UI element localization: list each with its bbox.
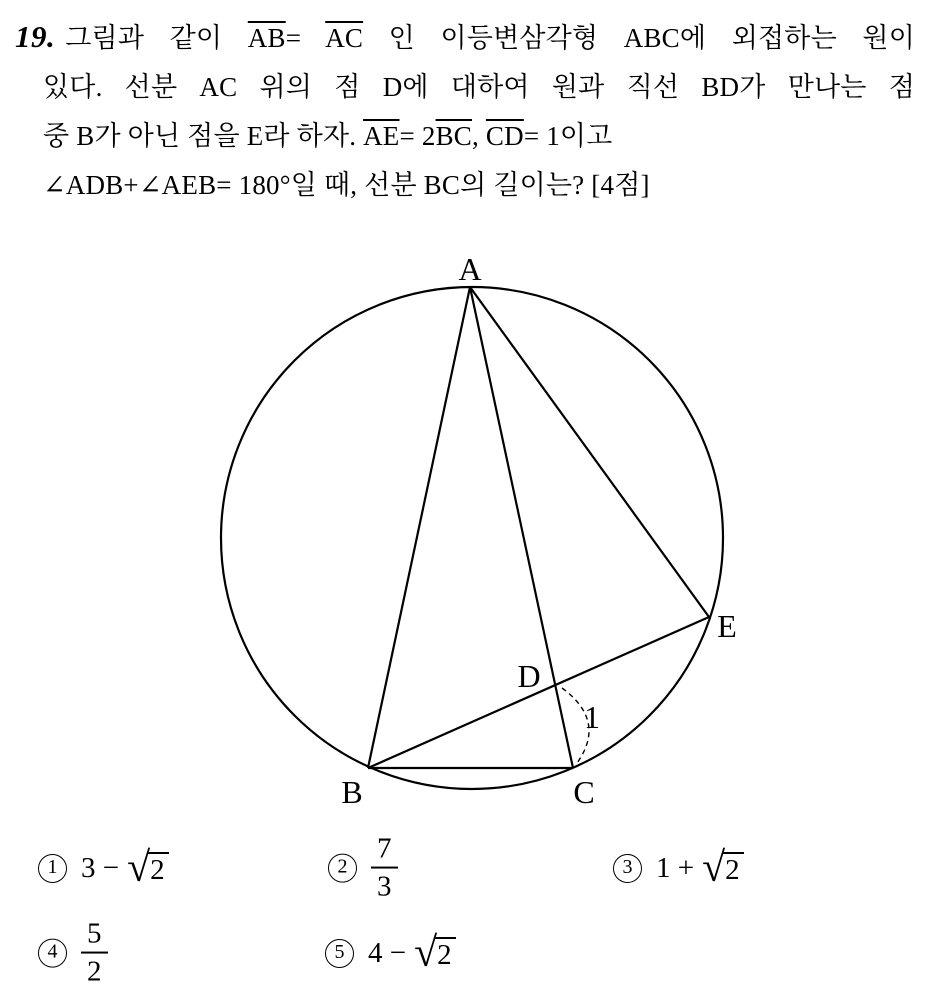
problem-text: = 1이고 bbox=[523, 121, 613, 151]
radical-sign-icon: √ bbox=[702, 845, 726, 891]
fraction-expression bbox=[371, 834, 398, 903]
sqrt-expression bbox=[414, 930, 456, 976]
problem-statement bbox=[15, 12, 915, 210]
geometry-figure bbox=[0, 235, 927, 815]
problem-line-2: 있다. 선분 AC 위의 점 D에 대하여 원과 직선 BD가 만나는 점 bbox=[43, 72, 915, 102]
answer-choice-2 bbox=[328, 834, 398, 903]
answer-choice-5 bbox=[325, 930, 456, 976]
problem-line-1 bbox=[15, 12, 915, 63]
point-label-A: A bbox=[458, 251, 482, 287]
segment-AB bbox=[368, 287, 470, 768]
radical-sign-icon: √ bbox=[414, 930, 438, 976]
problem-line-3 bbox=[15, 112, 915, 161]
radicand: 2 bbox=[435, 937, 456, 970]
point-label-D: D bbox=[517, 658, 541, 694]
fraction-denominator: 2 bbox=[81, 952, 108, 987]
choice-1-expression: 3 − bbox=[81, 851, 120, 884]
overline-segment-AB: $\overline{AB}$ bbox=[247, 23, 286, 53]
choice-3-circled-number: 3 bbox=[613, 854, 642, 883]
answer-choice-1 bbox=[38, 845, 169, 891]
equals-sign: = bbox=[285, 23, 326, 53]
overline-segment-BC: $\overline{BC}$ bbox=[435, 121, 472, 151]
sqrt-expression bbox=[702, 845, 744, 891]
question-number: 19. bbox=[15, 19, 56, 54]
problem-text: 중 B가 아닌 점을 E라 하자. bbox=[43, 121, 364, 151]
choice-2-circled-number: 2 bbox=[328, 854, 357, 883]
circumcircle bbox=[221, 287, 723, 789]
choice-3-expression: 1 + bbox=[656, 851, 695, 884]
fraction-numerator: 5 bbox=[87, 917, 102, 950]
choice-4-circled-number: 4 bbox=[38, 939, 67, 968]
point-label-C: C bbox=[573, 774, 595, 810]
overline-segment-AE: $\overline{AE}$ bbox=[363, 121, 400, 151]
fraction-denominator: 3 bbox=[371, 867, 398, 902]
problem-text: 그림과 같이 bbox=[65, 23, 248, 53]
answer-choice-3 bbox=[613, 845, 744, 891]
overline-segment-AC: $\overline{AC}$ bbox=[325, 23, 364, 53]
sqrt-expression bbox=[127, 845, 169, 891]
point-label-E: E bbox=[717, 608, 737, 644]
fraction-numerator: 7 bbox=[377, 832, 392, 865]
problem-text: 인 이등변삼각형 ABC에 외접하는 원이 bbox=[363, 23, 915, 53]
choice-1-circled-number: 1 bbox=[38, 854, 67, 883]
equals-sign: = 2 bbox=[399, 121, 436, 151]
problem-text: , bbox=[472, 121, 486, 151]
answer-choices bbox=[0, 820, 927, 1008]
radical-sign-icon: √ bbox=[127, 845, 151, 891]
cd-length-label: 1 bbox=[584, 699, 600, 735]
problem-line-4: ∠ADB+∠AEB= 180°일 때, 선분 BC의 길이는? [4점] bbox=[43, 170, 650, 200]
overline-segment-CD: $\overline{CD}$ bbox=[485, 121, 524, 151]
fraction-expression bbox=[81, 919, 108, 988]
choice-5-expression: 4 − bbox=[368, 936, 407, 969]
radicand: 2 bbox=[723, 852, 744, 885]
answer-choice-4 bbox=[38, 919, 108, 988]
radicand: 2 bbox=[148, 852, 169, 885]
choice-5-circled-number: 5 bbox=[325, 939, 354, 968]
point-label-B: B bbox=[341, 774, 363, 810]
